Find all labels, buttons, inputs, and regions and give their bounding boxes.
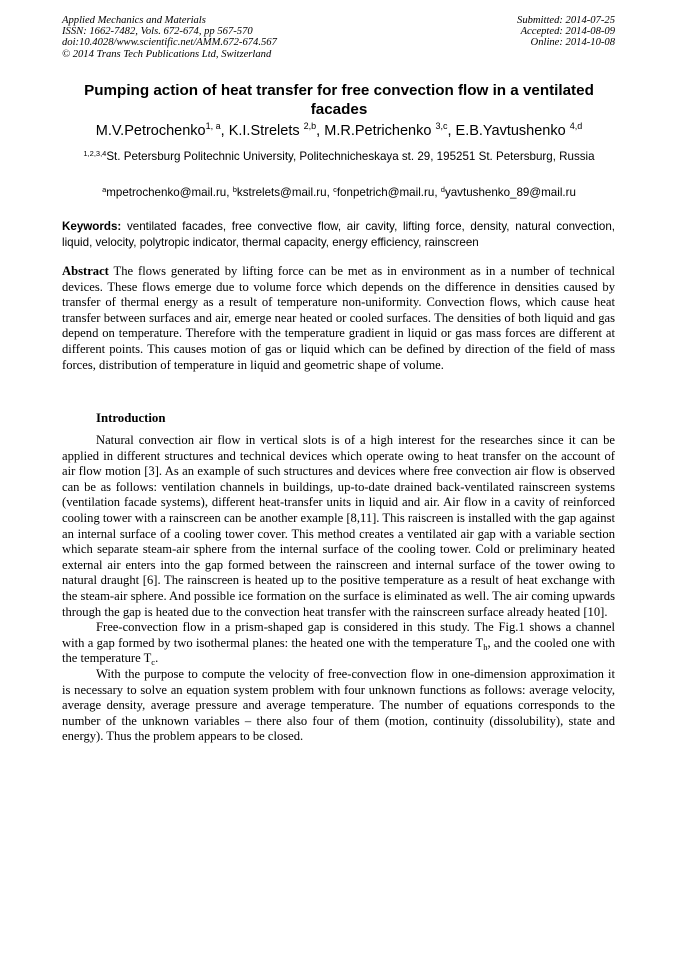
journal-doi[interactable]: doi:10.4028/www.scientific.net/AMM.672-674.567 [62,37,277,49]
journal-name: Applied Mechanics and Materials [62,15,206,26]
introduction-body [62,433,615,745]
journal-header [62,15,382,60]
submitted-date: Submitted: 2014-07-25 [517,15,615,26]
author: K.I.Strelets $^{2,b}$, [228,121,325,139]
dates-header [395,15,615,49]
online-date: Online: 2014-10-08 [530,37,615,49]
paper-title: Pumping action of heat transfer for free convection flow in a ventilated facades [84,82,594,118]
author: E.B.Yavtushenko $^{4,d}$ [455,121,583,139]
accepted-date: Accepted: 2014-08-09 [520,26,615,38]
section-heading-introduction: Introduction [96,411,166,425]
paragraph: Free-convection flow in a prism-shaped gap is considered in this study. The Fig.1 shows a channel with a gap formed by two isothermal planes: the heated one with the temperature $T_h$, and the cooled one with the temperature $T_c$. [62,620,615,668]
keywords [62,219,615,250]
abstract-label: Abstract [62,264,109,278]
abstract [62,264,615,373]
affiliation-text: St. Petersburg Politechnic University, Politechnicheskaya st. 29, 195251 St. Petersburg, Russia [106,150,595,163]
abstract-text: The flows generated by lifting force can be met as in environment as in a number of technical devices. These flows emerge due to volume force which depends on the difference in densities caused by transfer of thermal energy as a result of temperature non-uniformity. Convection flows, which cause heat transfer between surfaces and air, emerge near heated or cooled surfaces. The densities of both liquid and gas depend on temperature. Therefore with the temperature gradient in liquid or gas mass forces are different at different points. This causes motion of gas or liquid which can be defined by direction of the field of mass forces, distribution of temperature in liquid and geometric shape of volume. [62,264,615,372]
affiliation [70,148,608,165]
author-list [40,121,638,141]
keywords-text: ventilated facades, free convective flow, air cavity, lifting force, density, natural convection, liquid, velocity, polytropic indicator, thermal capacity, energy efficiency, rainscreen [62,220,615,249]
paragraph: Natural convection air flow in vertical slots is of a high interest for the researches since it can be applied in different structures and technical devices which operate owing to heat transfer on the account of air flow motion [3]. As an example of such structures and devices where free convection air flow is observed can be as follows: ventilation channels in buildings, up-to-date drained back-ventilated rainscreen systems (ventilation facade systems), different heat-transfer units in liquid and air. Air flow in a cavity of reinforced cooling tower with a rainscreen can be another example [8,11]. This raiscreen is installed with the gap against an internal surface of a cooling tower cover. This method creates a ventilated air gap with a variable section which separate steam-air sphere from the internal surface of the cooling tower. Cold or preliminary heated external air enters into the gap formed between the rainscreen and internal surface of the tower owing to natural draught [6]. The rainscreen is heated up to the positive temperature as a result of heat exchange with the steam-air sphere. And possible ice formation on the surface is eliminated as well. The air coming upwards through the gap is heated due to the convection heat transfer with the rainscreen surface already heated [10]. [62,433,615,619]
keywords-label: Keywords: [62,220,122,233]
journal-issn: ISSN: 1662-7482, Vols. 672-674, pp 567-570 [62,26,253,38]
email-list [40,185,638,200]
paragraph: With the purpose to compute the velocity of free-convection flow in one-dimension approximation it is necessary to solve an equation system problem with four unknown functions as follows: average velocity, average density, average pressure and average temperature. The number of equations corresponds to the number of the unknown variables – there also four of them (motion, continuity (dissolubility), state and energy). Thus the problem appears to be closed. [62,666,615,744]
author: M.R.Petrichenko $^{3,c}$, [324,121,456,139]
email[interactable]: $^a$mpetrochenko@mail.ru, [102,185,233,199]
author: M.V.Petrochenko$^{1, a}$, [95,121,229,139]
affiliation-marker: 1,2,3,4 [83,149,107,158]
journal-copyright: © 2014 Trans Tech Publications Ltd, Switzerland [62,48,272,60]
email[interactable]: $^b$kstrelets@mail.ru, [232,185,334,199]
email[interactable]: $^c$fonpetrich@mail.ru, [333,185,441,199]
email[interactable]: $^d$yavtushenko_89@mail.ru [440,185,576,199]
